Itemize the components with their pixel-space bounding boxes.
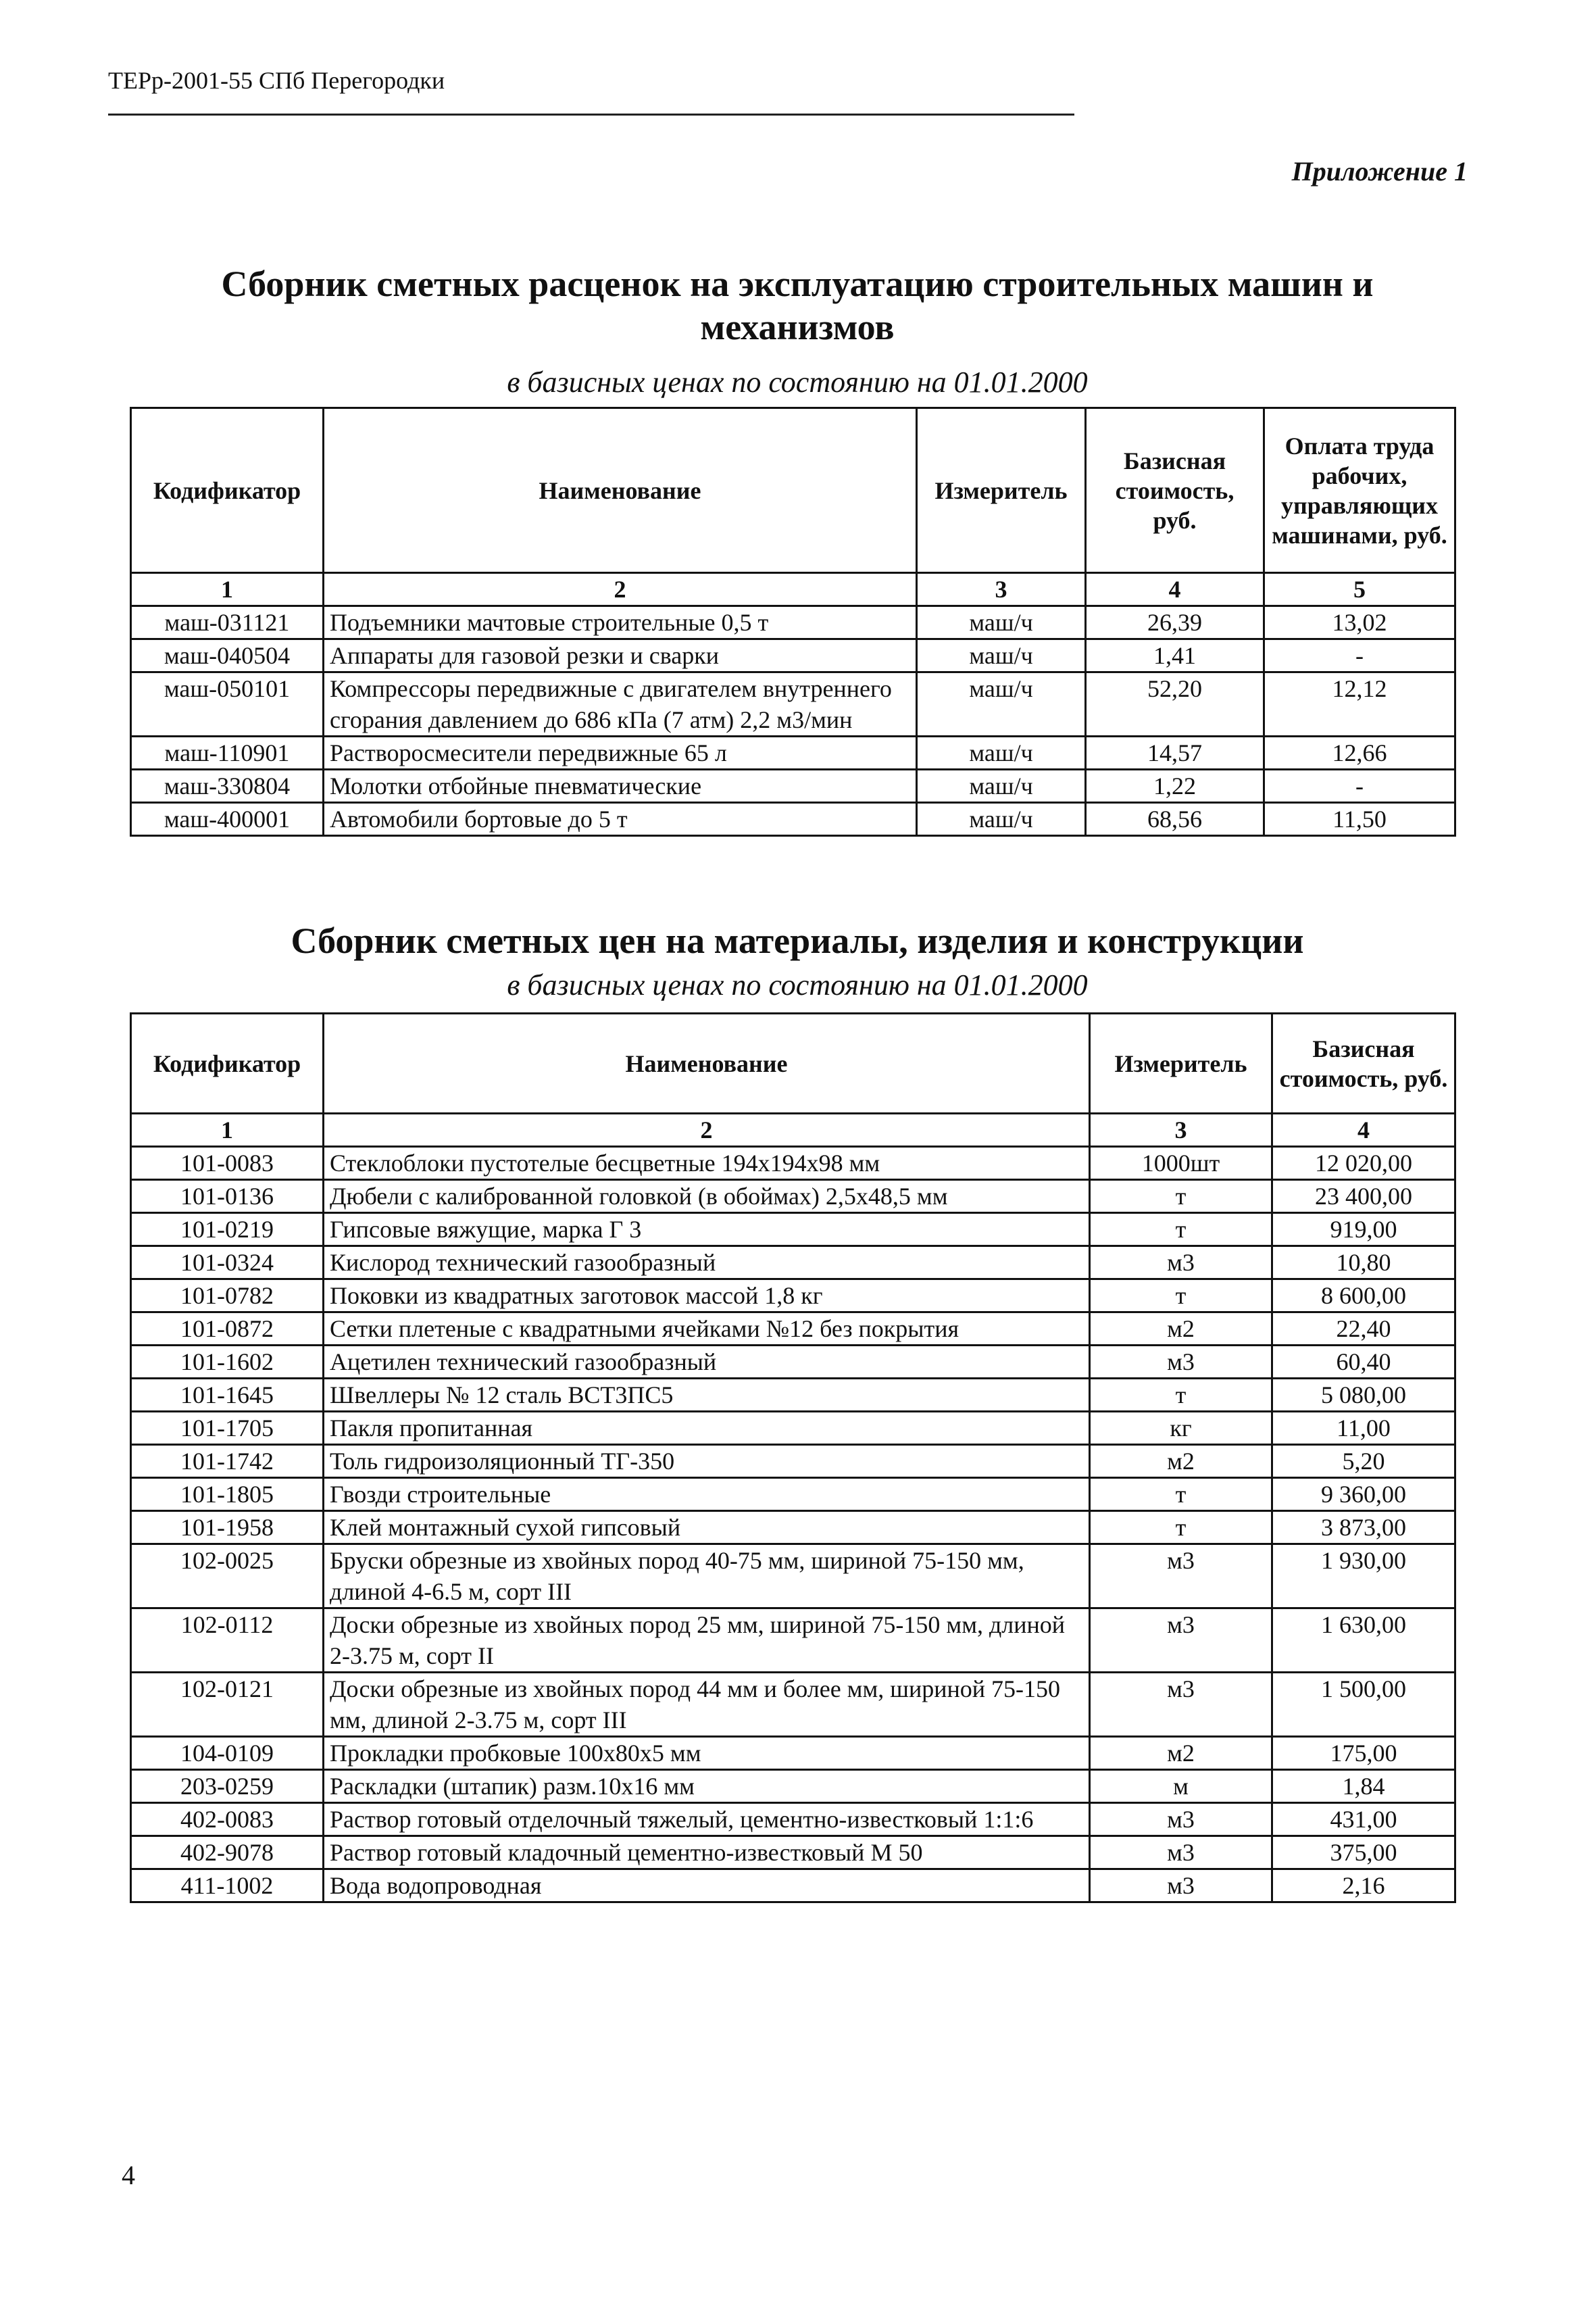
cell-name: Вода водопроводная (324, 1869, 1090, 1902)
cell-name: Раскладки (штапик) разм.10х16 мм (324, 1770, 1090, 1803)
col-number: 2 (324, 1114, 1090, 1147)
cell-cost: 5,20 (1272, 1445, 1455, 1478)
col-number: 1 (131, 573, 324, 606)
appendix-label: Приложение 1 (1291, 156, 1468, 187)
cell-code: 101-1742 (131, 1445, 324, 1478)
machines-title (101, 262, 1493, 349)
col-header-name: Наименование (324, 408, 917, 573)
table-row (131, 770, 1455, 803)
cell-cost: 68,56 (1086, 803, 1264, 836)
col-header-unit: Измеритель (1090, 1014, 1272, 1114)
col-number: 3 (1090, 1114, 1272, 1147)
document-header: ТЕРр-2001-55 СПб Перегородки (108, 67, 445, 94)
cell-code: 101-0136 (131, 1180, 324, 1213)
cell-cost: 1,22 (1086, 770, 1264, 803)
col-header-cost: Базисная стоимость, руб. (1086, 408, 1264, 573)
table-row (131, 1478, 1455, 1511)
cell-code: 101-1958 (131, 1511, 324, 1544)
cell-cost: 1,84 (1272, 1770, 1455, 1803)
cell-name: Прокладки пробковые 100х80х5 мм (324, 1737, 1090, 1770)
table-row (131, 1673, 1455, 1737)
table-row (131, 672, 1455, 737)
cell-unit: м (1090, 1770, 1272, 1803)
cell-cost: 3 873,00 (1272, 1511, 1455, 1544)
cell-cost: 5 080,00 (1272, 1379, 1455, 1412)
table-row (131, 1511, 1455, 1544)
cell-cost: 1 630,00 (1272, 1608, 1455, 1673)
machines-number-row (131, 573, 1455, 606)
cell-unit: маш/ч (917, 737, 1086, 770)
cell-code: 101-0782 (131, 1279, 324, 1312)
cell-name: Дюбели с калиброванной головкой (в обоймах) 2,5х48,5 мм (324, 1180, 1090, 1213)
table-row (131, 1869, 1455, 1902)
cell-code: 101-1602 (131, 1346, 324, 1379)
cell-unit: т (1090, 1379, 1272, 1412)
cell-unit: м3 (1090, 1346, 1272, 1379)
materials-number-row (131, 1114, 1455, 1147)
cell-cost: 23 400,00 (1272, 1180, 1455, 1213)
cell-cost: 2,16 (1272, 1869, 1455, 1902)
cell-unit: маш/ч (917, 606, 1086, 639)
table-row (131, 1246, 1455, 1279)
machines-subtitle: в базисных ценах по состоянию на 01.01.2000 (507, 366, 1088, 399)
cell-cost: 175,00 (1272, 1737, 1455, 1770)
table-row (131, 1312, 1455, 1346)
col-header-cost: Базисная стоимость, руб. (1272, 1014, 1455, 1114)
cell-unit: маш/ч (917, 770, 1086, 803)
cell-wage: 11,50 (1264, 803, 1455, 836)
cell-wage: 12,12 (1264, 672, 1455, 737)
materials-table (130, 1012, 1456, 1903)
col-number: 3 (917, 573, 1086, 606)
cell-code: маш-400001 (131, 803, 324, 836)
machines-header-row (131, 408, 1455, 573)
cell-name: Кислород технический газообразный (324, 1246, 1090, 1279)
cell-name: Раствор готовый отделочный тяжелый, цементно-известковый 1:1:6 (324, 1803, 1090, 1836)
col-header-code: Кодификатор (131, 1014, 324, 1114)
cell-name: Поковки из квадратных заготовок массой 1,8 кг (324, 1279, 1090, 1312)
cell-name: Аппараты для газовой резки и сварки (324, 639, 917, 672)
cell-code: 101-1805 (131, 1478, 324, 1511)
cell-cost: 14,57 (1086, 737, 1264, 770)
cell-name: Клей монтажный сухой гипсовый (324, 1511, 1090, 1544)
cell-name: Ацетилен технический газообразный (324, 1346, 1090, 1379)
cell-wage: 12,66 (1264, 737, 1455, 770)
cell-unit: м3 (1090, 1836, 1272, 1869)
col-header-code: Кодификатор (131, 408, 324, 573)
col-header-name: Наименование (324, 1014, 1090, 1114)
cell-code: 101-0324 (131, 1246, 324, 1279)
cell-cost: 52,20 (1086, 672, 1264, 737)
cell-code: 102-0025 (131, 1544, 324, 1608)
cell-cost: 9 360,00 (1272, 1478, 1455, 1511)
cell-code: 104-0109 (131, 1737, 324, 1770)
cell-name: Молотки отбойные пневматические (324, 770, 917, 803)
cell-unit: т (1090, 1213, 1272, 1246)
cell-unit: маш/ч (917, 803, 1086, 836)
header-rule (108, 114, 1074, 116)
cell-code: маш-050101 (131, 672, 324, 737)
machines-title-line2: механизмов (700, 307, 895, 347)
cell-name: Гвозди строительные (324, 1478, 1090, 1511)
cell-cost: 375,00 (1272, 1836, 1455, 1869)
cell-name: Доски обрезные из хвойных пород 25 мм, шириной 75-150 мм, длиной 2-3.75 м, сорт II (324, 1608, 1090, 1673)
table-row (131, 606, 1455, 639)
cell-name: Гипсовые вяжущие, марка Г 3 (324, 1213, 1090, 1246)
table-row (131, 1836, 1455, 1869)
cell-cost: 12 020,00 (1272, 1147, 1455, 1180)
cell-name: Сетки плетеные с квадратными ячейками №12 без покрытия (324, 1312, 1090, 1346)
col-header-unit: Измеритель (917, 408, 1086, 573)
cell-code: 101-0083 (131, 1147, 324, 1180)
cell-code: маш-040504 (131, 639, 324, 672)
page-number: 4 (122, 2160, 135, 2190)
col-header-wage: Оплата труда рабочих, управляющих машинами, руб. (1264, 408, 1455, 573)
table-row (131, 1737, 1455, 1770)
machines-title-line1: Сборник сметных расценок на эксплуатацию строительных машин и (221, 264, 1374, 304)
cell-name: Растворосмесители передвижные 65 л (324, 737, 917, 770)
col-number: 5 (1264, 573, 1455, 606)
cell-name: Толь гидроизоляционный ТГ-350 (324, 1445, 1090, 1478)
cell-code: маш-330804 (131, 770, 324, 803)
table-row (131, 1379, 1455, 1412)
cell-unit: маш/ч (917, 672, 1086, 737)
cell-cost: 60,40 (1272, 1346, 1455, 1379)
cell-unit: т (1090, 1478, 1272, 1511)
cell-cost: 1 500,00 (1272, 1673, 1455, 1737)
table-row (131, 803, 1455, 836)
table-row (131, 1770, 1455, 1803)
cell-unit: м3 (1090, 1246, 1272, 1279)
table-row (131, 1445, 1455, 1478)
col-number: 2 (324, 573, 917, 606)
materials-header-row (131, 1014, 1455, 1114)
cell-wage: 13,02 (1264, 606, 1455, 639)
cell-unit: м3 (1090, 1544, 1272, 1608)
cell-code: 101-0219 (131, 1213, 324, 1246)
cell-name: Пакля пропитанная (324, 1412, 1090, 1445)
cell-unit: 1000шт (1090, 1147, 1272, 1180)
table-row (131, 1544, 1455, 1608)
cell-code: маш-031121 (131, 606, 324, 639)
cell-name: Доски обрезные из хвойных пород 44 мм и более мм, шириной 75-150 мм, длиной 2-3.75 м, сорт III (324, 1673, 1090, 1737)
cell-wage: - (1264, 770, 1455, 803)
cell-name: Бруски обрезные из хвойных пород 40-75 мм, шириной 75-150 мм, длиной 4-6.5 м, сорт III (324, 1544, 1090, 1608)
cell-unit: т (1090, 1279, 1272, 1312)
cell-unit: м2 (1090, 1445, 1272, 1478)
table-row (131, 737, 1455, 770)
cell-unit: т (1090, 1511, 1272, 1544)
cell-name: Швеллеры № 12 сталь ВСТ3ПС5 (324, 1379, 1090, 1412)
cell-unit: м3 (1090, 1803, 1272, 1836)
cell-wage: - (1264, 639, 1455, 672)
cell-code: 411-1002 (131, 1869, 324, 1902)
materials-subtitle: в базисных ценах по состоянию на 01.01.2000 (507, 968, 1088, 1002)
cell-cost: 431,00 (1272, 1803, 1455, 1836)
table-row (131, 1213, 1455, 1246)
cell-code: 102-0112 (131, 1608, 324, 1673)
cell-cost: 26,39 (1086, 606, 1264, 639)
cell-unit: т (1090, 1180, 1272, 1213)
cell-name: Компрессоры передвижные с двигателем внутреннего сгорания давлением до 686 кПа (7 атм) 2,2 м3/мин (324, 672, 917, 737)
cell-unit: м3 (1090, 1673, 1272, 1737)
col-number: 1 (131, 1114, 324, 1147)
cell-unit: кг (1090, 1412, 1272, 1445)
table-row (131, 1412, 1455, 1445)
col-number: 4 (1086, 573, 1264, 606)
cell-cost: 1 930,00 (1272, 1544, 1455, 1608)
cell-unit: м3 (1090, 1608, 1272, 1673)
table-row (131, 1279, 1455, 1312)
materials-title: Сборник сметных цен на материалы, изделия и конструкции (291, 920, 1304, 961)
cell-unit: м2 (1090, 1312, 1272, 1346)
cell-unit: м3 (1090, 1869, 1272, 1902)
cell-code: 203-0259 (131, 1770, 324, 1803)
cell-code: 402-9078 (131, 1836, 324, 1869)
cell-cost: 10,80 (1272, 1246, 1455, 1279)
table-row (131, 1803, 1455, 1836)
cell-name: Раствор готовый кладочный цементно-известковый М 50 (324, 1836, 1090, 1869)
cell-unit: м2 (1090, 1737, 1272, 1770)
table-row (131, 1346, 1455, 1379)
cell-cost: 919,00 (1272, 1213, 1455, 1246)
col-number: 4 (1272, 1114, 1455, 1147)
cell-name: Подъемники мачтовые строительные 0,5 т (324, 606, 917, 639)
cell-cost: 1,41 (1086, 639, 1264, 672)
cell-cost: 8 600,00 (1272, 1279, 1455, 1312)
cell-code: 101-1645 (131, 1379, 324, 1412)
cell-cost: 22,40 (1272, 1312, 1455, 1346)
cell-name: Стеклоблоки пустотелые бесцветные 194х194х98 мм (324, 1147, 1090, 1180)
cell-name: Автомобили бортовые до 5 т (324, 803, 917, 836)
cell-code: 102-0121 (131, 1673, 324, 1737)
table-row (131, 1608, 1455, 1673)
cell-code: 402-0083 (131, 1803, 324, 1836)
cell-unit: маш/ч (917, 639, 1086, 672)
table-row (131, 1147, 1455, 1180)
table-row (131, 639, 1455, 672)
cell-code: маш-110901 (131, 737, 324, 770)
cell-code: 101-1705 (131, 1412, 324, 1445)
table-row (131, 1180, 1455, 1213)
cell-code: 101-0872 (131, 1312, 324, 1346)
cell-cost: 11,00 (1272, 1412, 1455, 1445)
machines-table (130, 407, 1456, 837)
